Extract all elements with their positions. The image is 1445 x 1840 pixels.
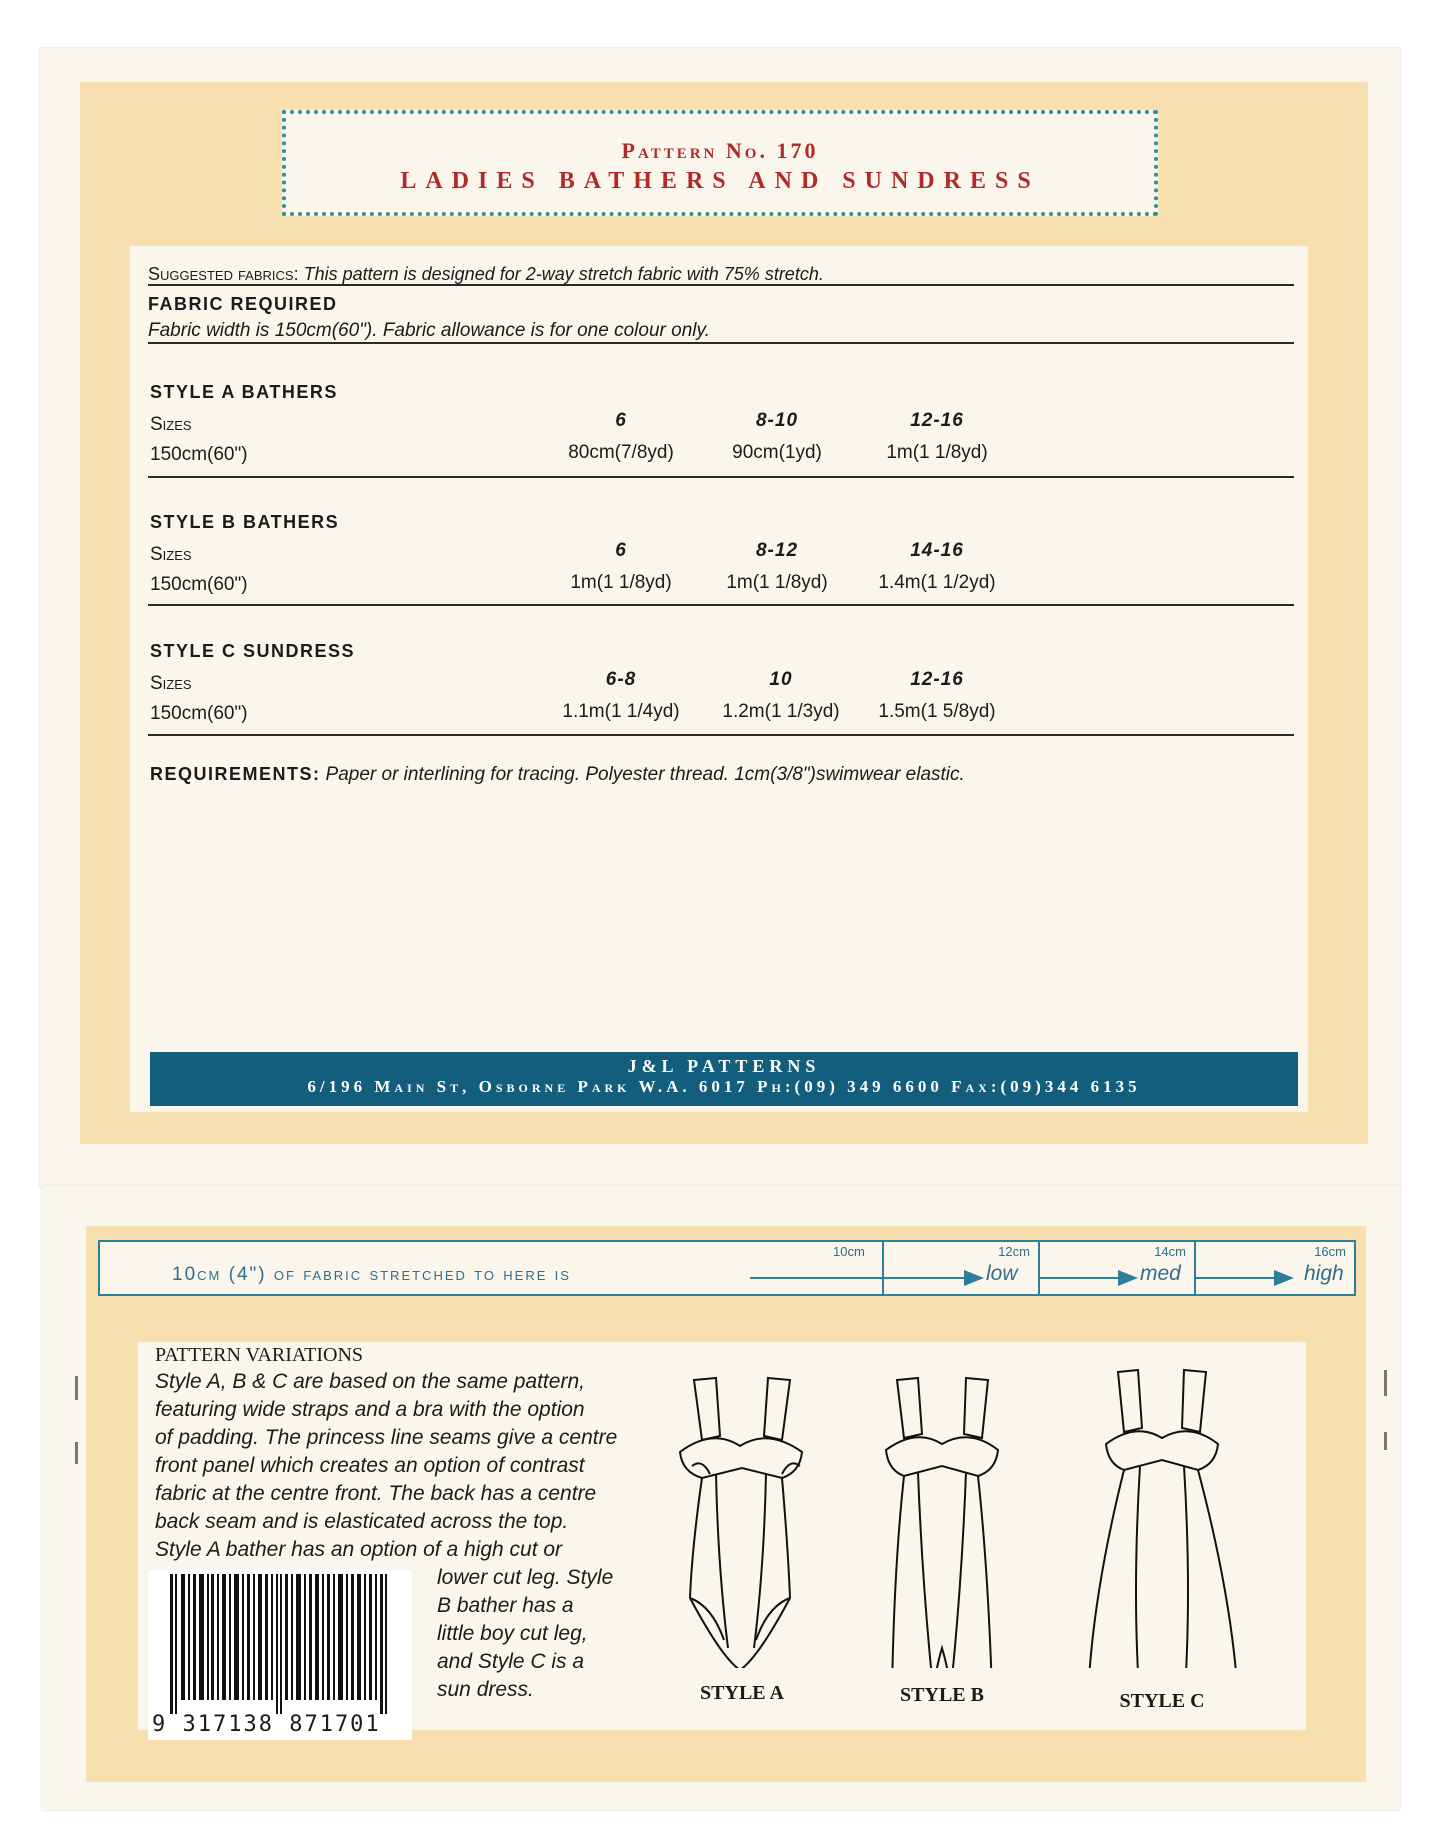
style-figures — [632, 1348, 1304, 1726]
arrow-right-icon — [1274, 1270, 1294, 1286]
style-c-label: STYLE C — [1119, 1690, 1205, 1712]
requirements — [150, 764, 965, 786]
stretch-mark: 14cm — [1154, 1244, 1186, 1259]
divider — [148, 284, 1294, 286]
style-b-size: 14-16 — [910, 540, 964, 561]
style-a-heading: STYLE A BATHERS — [150, 382, 338, 402]
style-b-sizes-label: Sizes — [150, 544, 192, 565]
style-c-heading: STYLE C SUNDRESS — [150, 641, 356, 661]
fabric-required-heading: FABRIC REQUIRED — [148, 294, 338, 314]
stretch-level-med: med — [1140, 1262, 1181, 1285]
barcode-number: 9 317138 871701 — [152, 1712, 381, 1737]
stretch-mark: 16cm — [1314, 1244, 1346, 1259]
arrow-right-icon — [1118, 1270, 1138, 1286]
guide-line — [884, 1277, 966, 1279]
style-b-amount: 1m(1 1/8yd) — [726, 572, 828, 593]
stretch-level-low: low — [986, 1262, 1018, 1285]
staple — [1384, 1432, 1387, 1450]
style-c-size: 6-8 — [605, 669, 637, 690]
style-c-amount: 1.5m(1 5/8yd) — [878, 701, 996, 722]
text-line: of padding. The princess line seams give a centre — [155, 1426, 618, 1449]
requirements-text: Paper or interlining for tracing. Polyester thread. 1cm(3/8")swimwear elastic. — [325, 764, 965, 785]
guide-line — [1040, 1277, 1120, 1279]
stretch-guide — [98, 1240, 1356, 1296]
style-a-drawing — [632, 1348, 1304, 1668]
stretch-level-high: high — [1304, 1262, 1344, 1285]
company-address: 6/196 Main St, Osborne Park W.A. 6017 Ph:(09) 349 6600 Fax:(09)344 6135 — [307, 1077, 1141, 1096]
style-c-width: 150cm(60") — [150, 703, 248, 724]
barcode-bars — [148, 1574, 412, 1714]
divider — [148, 476, 1294, 478]
stretch-mark: 12cm — [998, 1244, 1030, 1259]
style-b-amount: 1m(1 1/8yd) — [570, 572, 672, 593]
variations-text — [155, 1368, 625, 1564]
fabric-required-text: Fabric width is 150cm(60"). Fabric allowance is for one colour only. — [148, 320, 710, 341]
staple — [1384, 1370, 1387, 1396]
style-b-heading: STYLE B BATHERS — [150, 512, 340, 532]
arrow-right-icon — [964, 1270, 984, 1286]
pattern-number: Pattern No. 170 — [621, 138, 819, 163]
style-c-size: 10 — [769, 669, 793, 690]
style-a-width: 150cm(60") — [150, 444, 248, 465]
text-line: featuring wide straps and a bra with the option — [155, 1398, 585, 1421]
style-b-width: 150cm(60") — [150, 574, 248, 595]
suggested-fabrics — [148, 264, 824, 285]
style-b-size: 6 — [615, 540, 627, 561]
company-footer — [150, 1052, 1298, 1106]
text-line: back seam and is elasticated across the top. — [155, 1510, 569, 1533]
style-c-sizes-label: Sizes — [150, 673, 192, 694]
text-line: little boy cut leg, — [437, 1622, 588, 1645]
text-line: B bather has a — [437, 1594, 574, 1617]
style-b-size: 8-12 — [755, 540, 799, 561]
variations-heading: PATTERN VARIATIONS — [155, 1344, 364, 1366]
text-line: front panel which creates an option of contrast — [155, 1454, 585, 1477]
style-a-amount: 1m(1 1/8yd) — [886, 442, 988, 463]
pattern-title: LADIES BATHERS AND SUNDRESS — [400, 168, 1040, 194]
stretch-mark: 10cm — [833, 1244, 865, 1259]
divider — [148, 604, 1294, 606]
style-c-amount: 1.1m(1 1/4yd) — [562, 701, 680, 722]
style-a-amount: 80cm(7/8yd) — [568, 442, 674, 463]
requirements-label: REQUIREMENTS: — [150, 764, 321, 784]
style-a-sizes-label: Sizes — [150, 414, 192, 435]
company-name: J&L PATTERNS — [627, 1056, 821, 1076]
text-line: fabric at the centre front. The back has a centre — [155, 1482, 597, 1505]
text-line: and Style C is a — [437, 1650, 585, 1673]
style-b-label: STYLE B — [900, 1684, 984, 1706]
style-a-size: 6 — [615, 410, 627, 431]
variations-text-narrow — [437, 1564, 627, 1704]
style-a-amount: 90cm(1yd) — [732, 442, 822, 463]
divider — [148, 734, 1294, 736]
style-a-size: 12-16 — [910, 410, 964, 431]
text-line: lower cut leg. Style — [437, 1566, 614, 1589]
staple — [75, 1376, 78, 1400]
guide-segment — [882, 1242, 1040, 1294]
style-b-amount: 1.4m(1 1/2yd) — [878, 572, 996, 593]
barcode — [148, 1570, 412, 1740]
text-line: Style A bather has an option of a high cut or — [155, 1538, 563, 1561]
staple — [75, 1442, 78, 1464]
style-c-size: 12-16 — [910, 669, 964, 690]
guide-line — [1196, 1277, 1276, 1279]
style-a-size: 8-10 — [755, 410, 799, 431]
guide-segment — [1038, 1242, 1196, 1294]
suggested-text: This pattern is designed for 2-way stretch fabric with 75% stretch. — [303, 264, 824, 284]
suggested-label: Suggested fabrics: — [148, 264, 299, 284]
guide-segment — [1194, 1242, 1356, 1294]
divider — [148, 342, 1294, 344]
style-a-label: STYLE A — [700, 1682, 784, 1704]
text-line: sun dress. — [437, 1678, 534, 1701]
title-box — [282, 110, 1158, 216]
style-c-amount: 1.2m(1 1/3yd) — [722, 701, 840, 722]
stretch-label: 10cm (4") of fabric stretched to here is — [172, 1264, 571, 1285]
text-line: Style A, B & C are based on the same pattern, — [155, 1370, 585, 1393]
